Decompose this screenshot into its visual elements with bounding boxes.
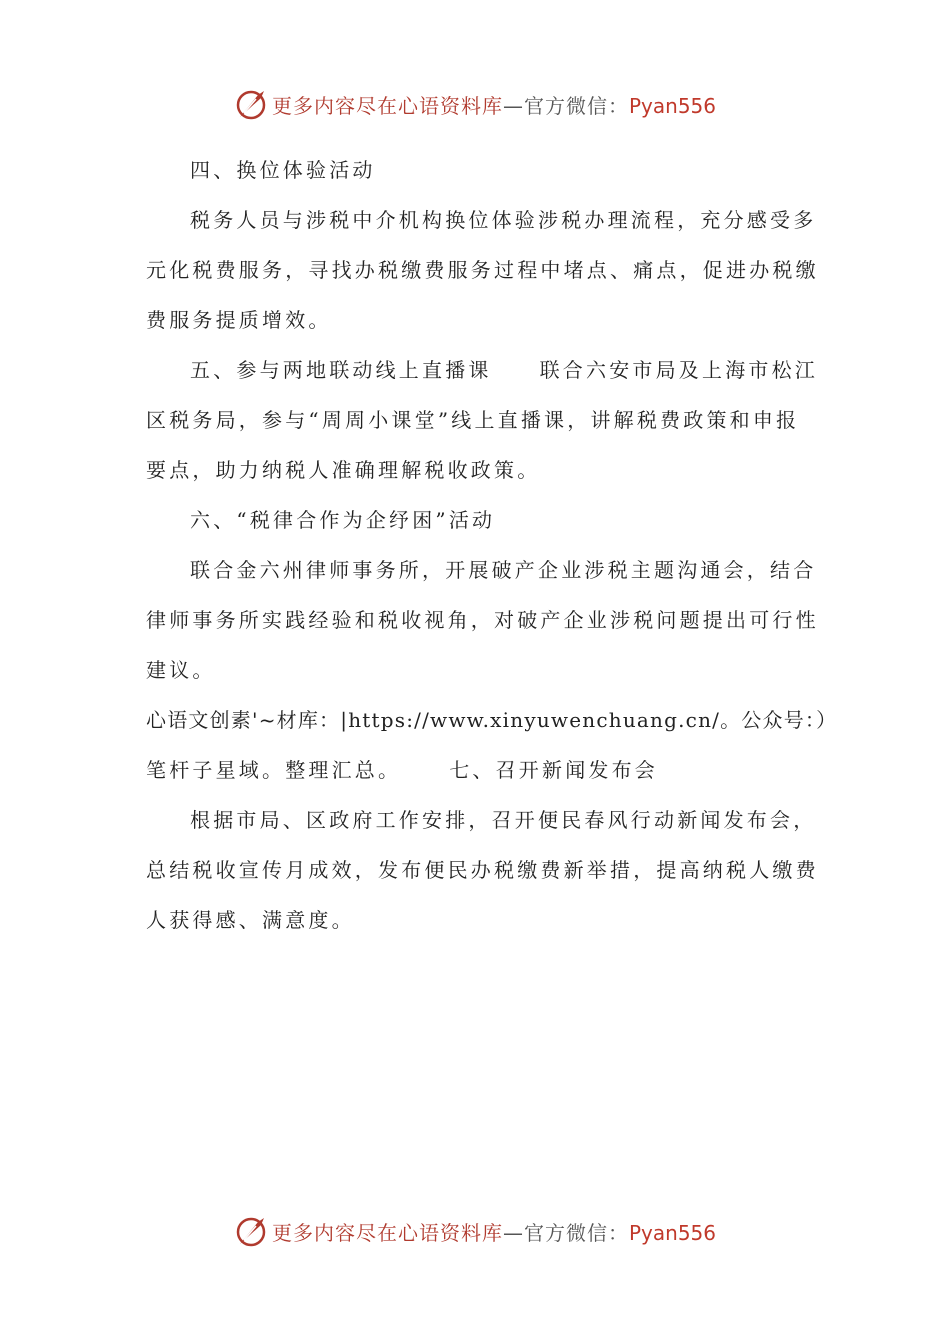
paragraph-line: 税务人员与涉税中介机构换位体验涉税办理流程，充分感受多 — [190, 208, 817, 232]
section-heading-6: 六、“税律合作为企纾困”活动 — [190, 508, 496, 532]
document-body — [146, 145, 838, 945]
banner-dash: — — [502, 1220, 524, 1245]
footer-banner — [0, 1209, 950, 1253]
banner-wechat-label: 官方微信： — [523, 93, 629, 118]
paragraph-line: 总结税收宣传月成效，发布便民办税缴费新举措，提高纳税人缴费 — [146, 858, 819, 882]
paragraph-line: 区税务局，参与“周周小课堂”线上直播课，讲解税费政策和申报 — [146, 408, 800, 432]
paragraph-line: 费服务提质增效。 — [146, 308, 332, 332]
section-heading-7-line — [146, 745, 806, 795]
banner-wechat-id: Pyan556 — [628, 93, 716, 118]
banner-wechat-label: 官方微信： — [523, 1220, 629, 1245]
banner-text — [272, 90, 716, 119]
watermark-source-line: 心语文创素'~材库：|https://www.xinyuwenchuang.cn/。公众号：） — [146, 708, 838, 732]
paragraph-line: 人获得感、满意度。 — [146, 908, 355, 932]
banner-wechat-id: Pyan556 — [628, 1220, 716, 1245]
paragraph-text: 笔杆子星域。整理汇总。 — [146, 758, 402, 782]
header-banner — [0, 82, 950, 126]
banner-brand: 更多内容尽在心语资料库 — [271, 1220, 503, 1245]
section-heading-5: 五、参与两地联动线上直播课 — [190, 358, 492, 382]
banner-brand: 更多内容尽在心语资料库 — [271, 93, 503, 118]
section-heading-4: 四、换位体验活动 — [190, 158, 376, 182]
banner-text — [272, 1217, 716, 1246]
section-heading-7: 七、召开新闻发布会 — [449, 758, 659, 782]
paragraph-line: 联合金六州律师事务所，开展破产企业涉税主题沟通会，结合 — [190, 558, 817, 582]
paragraph-line: 要点，助力纳税人准确理解税收政策。 — [146, 458, 541, 482]
paragraph-line: 律师事务所实践经验和税收视角，对破产企业涉税问题提出可行性 — [146, 608, 819, 632]
paragraph-line: 元化税费服务，寻找办税缴费服务过程中堵点、痛点，促进办税缴 — [146, 258, 819, 282]
quill-pen-logo-icon — [234, 87, 268, 121]
banner-dash: — — [502, 93, 524, 118]
paragraph-line: 根据市局、区政府工作安排，召开便民春风行动新闻发布会， — [190, 808, 817, 832]
paragraph-text: 联合六安市局及上海市松江 — [539, 358, 819, 382]
section-heading-5-line — [146, 345, 819, 395]
quill-pen-logo-icon — [234, 1214, 268, 1248]
paragraph-line: 建议。 — [146, 658, 216, 682]
